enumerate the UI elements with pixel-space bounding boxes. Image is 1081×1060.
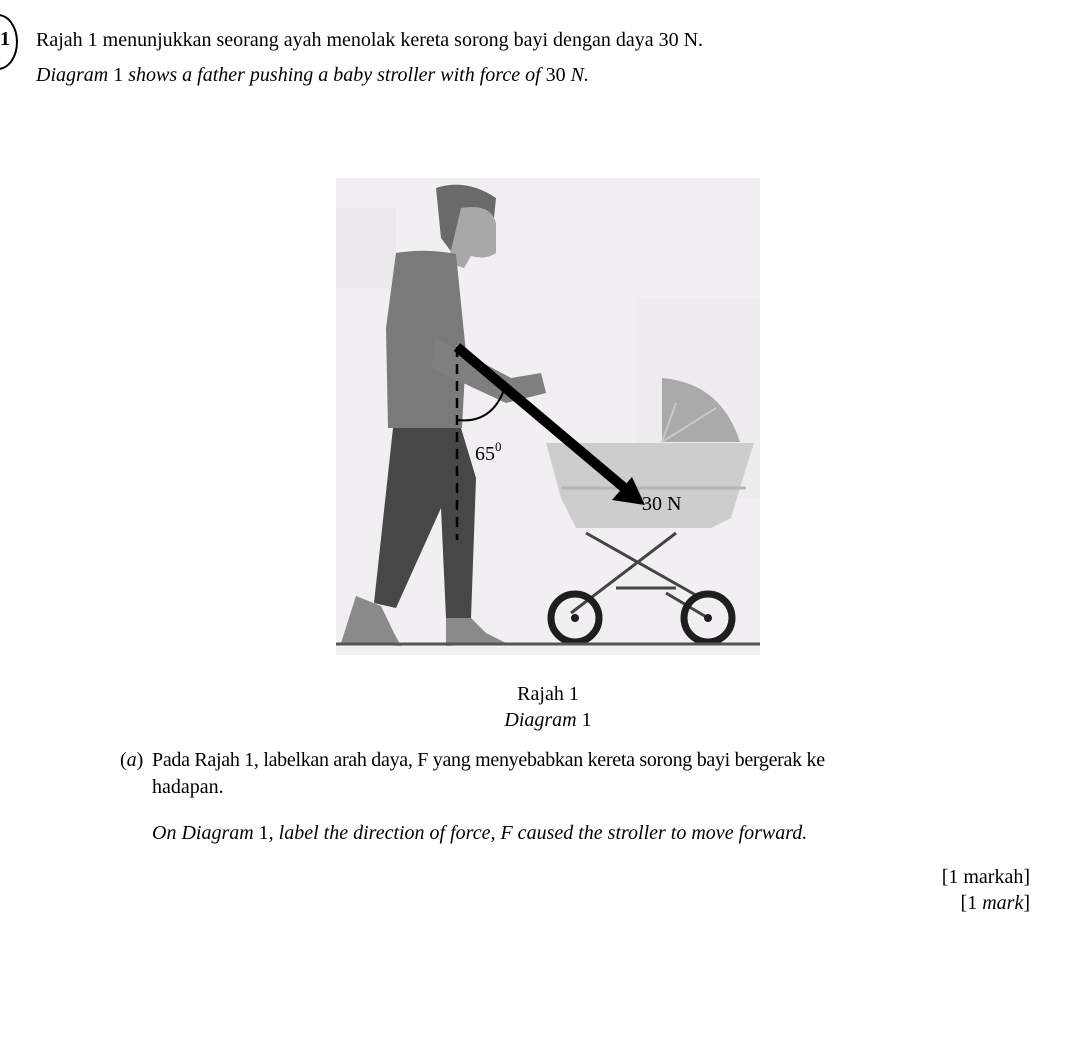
intro-en-part: 1 <box>108 64 129 86</box>
caption-malay: Rajah 1 <box>517 683 579 705</box>
part-letter: a <box>126 749 137 771</box>
intro-en-part: N. <box>570 64 589 86</box>
question-number: 1 <box>0 28 10 50</box>
part-a-label <box>120 748 143 772</box>
marks-malay: [1 markah] <box>941 866 1030 888</box>
marks-word: mark <box>982 892 1024 914</box>
intro-en-part: Diagram <box>36 64 109 86</box>
angle-label: $65^0$ <box>475 439 502 465</box>
diagram-father-stroller <box>336 178 760 655</box>
intro-en-part: shows a father pushing a baby stroller with force of <box>128 64 541 86</box>
caption-en-word: Diagram <box>504 709 577 731</box>
part-a-malay-line1: Pada Rajah 1, labelkan arah daya, F yang menyebabkan kereta sorong bayi bergerak ke <box>152 749 825 771</box>
paren: ) <box>136 749 144 771</box>
caption-en-num: 1 <box>576 709 592 731</box>
background-shape <box>336 208 396 288</box>
marks-open: [1 <box>960 892 983 914</box>
marks-english <box>830 891 1030 915</box>
en-part: , label the direction of force, F caused the stroller to move forward. <box>268 822 808 844</box>
part-a-malay-line2: hadapan. <box>152 776 224 798</box>
intro-en-part: 30 <box>540 64 571 86</box>
en-part: 1 <box>253 822 269 844</box>
marks-close: ] <box>1023 892 1030 914</box>
intro-english <box>36 63 589 87</box>
force-label: 30 N <box>642 493 682 515</box>
caption-english <box>448 708 648 732</box>
en-part: On Diagram <box>152 822 254 844</box>
intro-malay: Rajah 1 menunjukkan seorang ayah menolak kereta sorong bayi dengan daya 30 N. <box>36 29 704 51</box>
paren: ( <box>120 749 127 771</box>
part-a-english <box>152 821 807 845</box>
